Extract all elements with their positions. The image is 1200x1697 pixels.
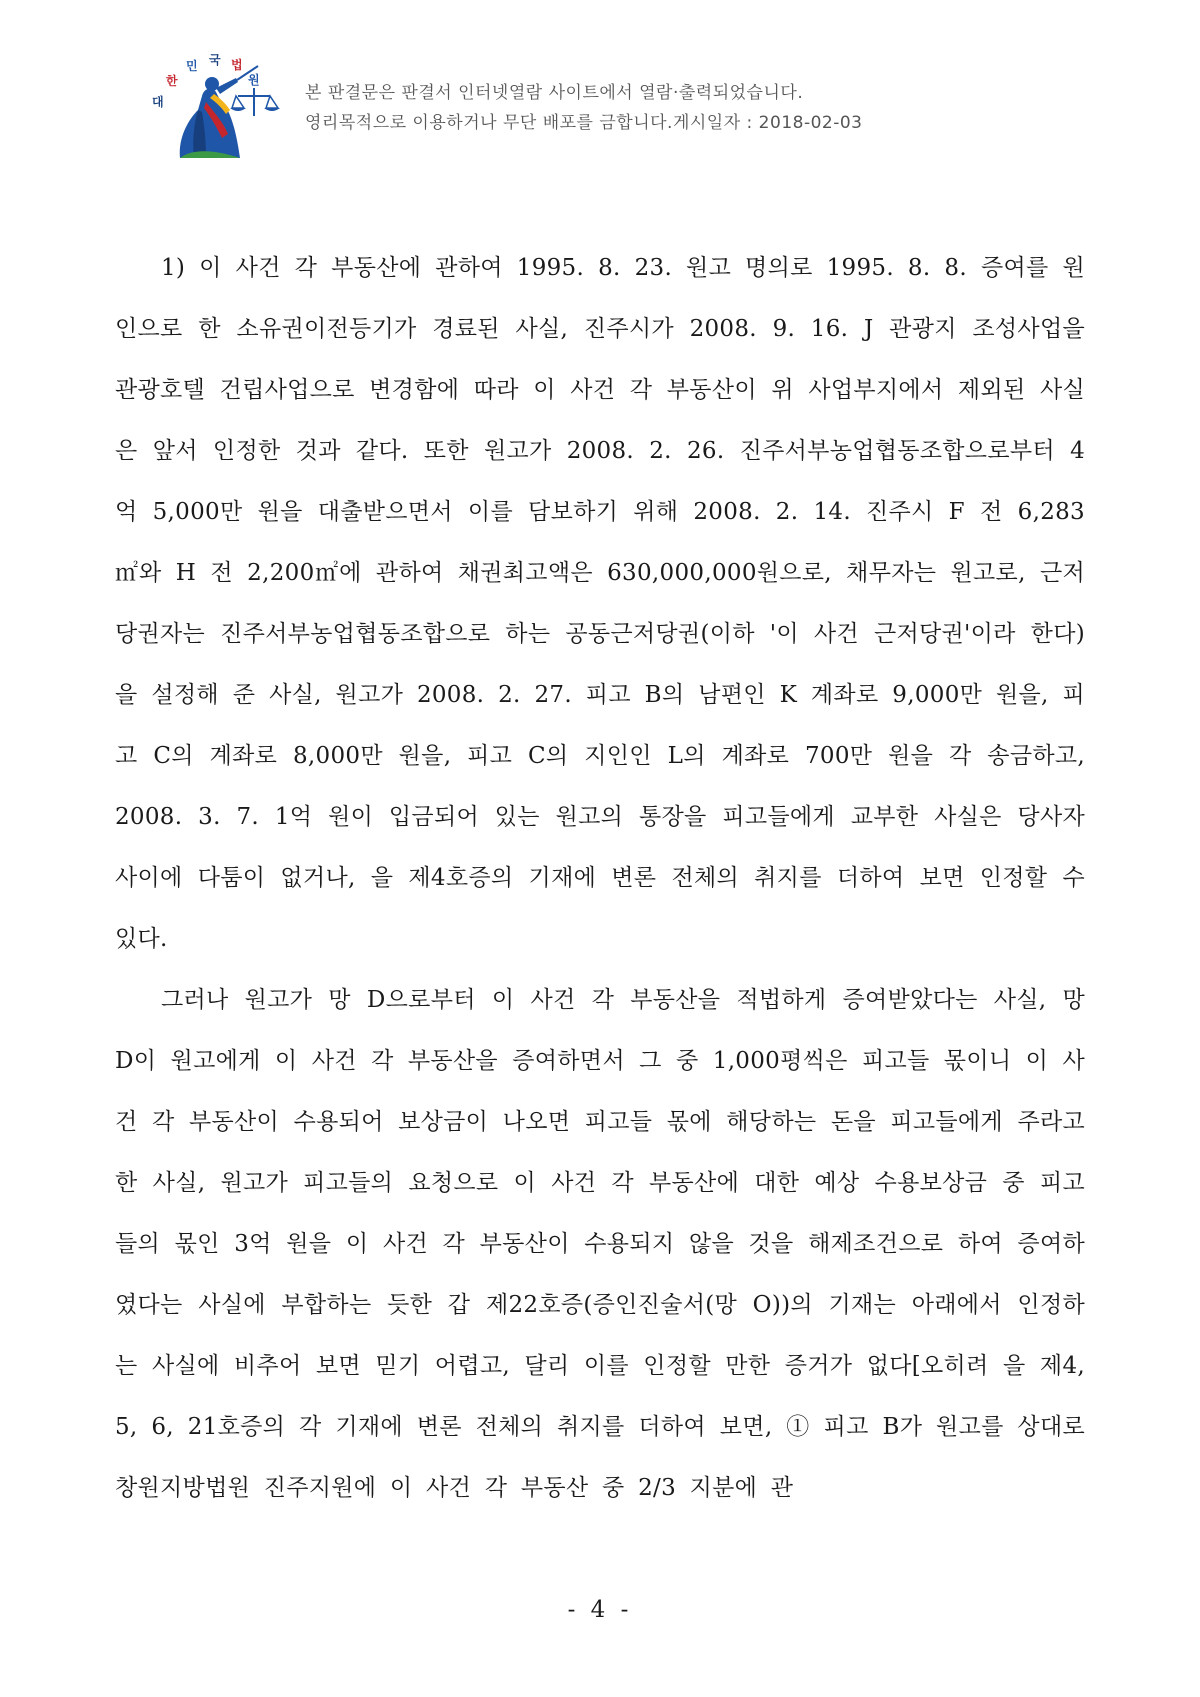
court-logo (140, 38, 290, 168)
svg-text:국: 국 (209, 53, 221, 67)
supreme-court-justice-emblem-icon (140, 38, 290, 168)
page-header (140, 38, 1040, 168)
svg-text:원: 원 (248, 73, 260, 87)
page-number: - 4 - (567, 1597, 633, 1623)
svg-text:대: 대 (152, 95, 164, 109)
svg-text:법: 법 (231, 58, 243, 72)
notice-line-1: 본 판결문은 판결서 인터넷열람 사이트에서 열람·출력되었습니다. (305, 83, 804, 103)
judgment-body (115, 238, 1085, 1519)
paragraph-1: 1) 이 사건 각 부동산에 관하여 1995. 8. 23. 원고 명의로 1995. 8. 8. 증여를 원인으로 한 소유권이전등기가 경료된 사실, 진주시가 2008. 9. 16. J 관광지 조성사업을 관광호텔 건립사업으로 변경함에 따라 이 사건 각 부동산이 위 사업부지에서 제외된 사실은 앞서 인정한 것과 같다. 또한 원고가 2008. 2. 26. 진주서부농업협동조합으로부터 4억 5,000만 원을 대출받으면서 이를 담보하기 위해 2008. 2. 14. 진주시 F 전 6,283㎡와 H 전 2,200㎡에 관하여 채권최고액은 630,000,000원으로, 채무자는 원고로, 근저당권자는 진주서부농업협동조합으로 하는 공동근저당권(이하 '이 사건 근저당권'이라 한다)을 설정해 준 사실, 원고가 2008. 2. 27. 피고 B의 남편인 K 계좌로 9,000만 원을, 피고 C의 계좌로 8,000만 원을, 피고 C의 지인인 L의 계좌로 700만 원을 각 송금하고, 2008. 3. 7. 1억 원이 입금되어 있는 원고의 통장을 피고들에게 교부한 사실은 당사자 사이에 다툼이 없거나, 을 제4호증의 기재에 변론 전체의 취지를 더하여 보면 인정할 수 있다. (115, 255, 1085, 952)
viewing-notice (305, 78, 862, 138)
svg-text:민: 민 (186, 59, 198, 73)
paragraph-2: 그러나 원고가 망 D으로부터 이 사건 각 부동산을 적법하게 증여받았다는 사실, 망 D이 원고에게 이 사건 각 부동산을 증여하면서 그 중 1,000평씩은 피고들 몫이니 이 사건 각 부동산이 수용되어 보상금이 나오면 피고들 몫에 해당하는 돈을 피고들에게 주라고 한 사실, 원고가 피고들의 요청으로 이 사건 각 부동산에 대한 예상 수용보상금 중 피고들의 몫인 3억 원을 이 사건 각 부동산이 수용되지 않을 것을 해제조건으로 하여 증여하였다는 사실에 부합하는 듯한 갑 제22호증(증인진술서(망 O))의 기재는 아래에서 인정하는 사실에 비추어 보면 믿기 어렵고, 달리 이를 인정할 만한 증거가 없다[오히려 을 제4, 5, 6, 21호증의 각 기재에 변론 전체의 취지를 더하여 보면, ① 피고 B가 원고를 상대로 창원지방법원 진주지원에 이 사건 각 부동산 중 2/3 지분에 관 (115, 987, 1085, 1501)
svg-text:한: 한 (166, 74, 178, 88)
notice-line-2: 영리목적으로 이용하거나 무단 배포를 금합니다.게시일자 : 2018-02-03 (305, 113, 863, 133)
